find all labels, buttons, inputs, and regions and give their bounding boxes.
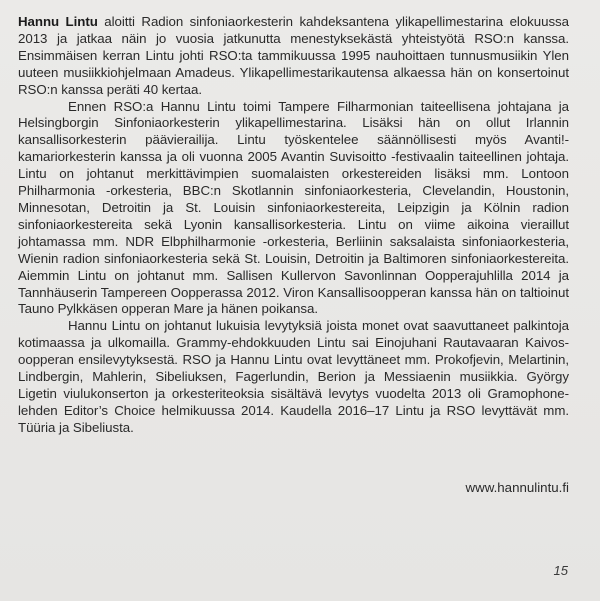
paragraph-2: Ennen RSO:a Hannu Lintu toimi Tampere Filharmonian taiteellisena johtajana ja Helsingborgin Sinfoniaorkesterin ylikapellimestarina. Lisäksi hän on ollut Irlannin kansallisorkesterin päävierailija. Lintu työskentelee säännöllisesti myös Avanti!-kamariorkesterin kanssa ja oli vuonna 2005 Avantin Suvisoitto -festivaalin taiteellinen johtaja. Lintu on johtanut merkittävimpien suomalaisten orkestereiden lisäksi mm. Lontoon Philharmonia -orkesteria, BBC:n Skotlannin sinfoniaorkesteria, Clevelandin, Houstonin, Minnesotan, Detroitin ja St. Louisin sinfoniaorkestereita, Leipzigin ja Kölnin radion sinfoniaorkestereita sekä Lyonin kansallisorkesteria. Lintu on viime aikoina vieraillut johtamassa mm. NDR Elbphilharmonie -orkesteria, Berliinin saksalaista sinfoniaorkesteria, Wienin radion sinfoniaorkesteria sekä St. Louisin, Detroitin ja Baltimoren sinfoniaorkestereita. Aiemmin Lintu on johtanut mm. Sallisen Kullervon Savonlinnan Oopperajuhlilla 2014 ja Tannhäuserin Tampereen Oopperassa 2012. Viron Kansallisoopperan kanssa hän on taltioinut Tauno Pylkkäsen opperan Mare ja hänen poikansa. [18, 98, 569, 317]
paragraph-1-text: aloitti Radion sinfoniaorkesterin kahdeksantena ylikapellimestarina elokuussa 2013 ja jatkaa näin jo vuosia jatkunutta menestyksekästä yhteistyötä RSO:n kanssa. Ensimmäisen kerran Lintu johti RSO:ta tammikuussa 1995 nauhoittaen tunnusmusiikin Ylen uuteen musiikkiohjelmaan Amadeus. Ylikapellimestarikautensa alkaessa hän on konsertoinut RSO:n kanssa peräti 40 kertaa. [18, 14, 569, 97]
biography-text [18, 14, 569, 437]
website-url: www.hannulintu.fi [465, 480, 569, 495]
paragraph-3: Hannu Lintu on johtanut lukuisia levytyksiä joista monet ovat saavuttaneet palkintoja kotimaassa ja ulkomailla. Grammy-ehdokkuuden Lintu sai Einojuhani Rautavaaran Kaivos-oopperan ensilevytyksestä. RSO ja Hannu Lintu ovat levyttäneet mm. Prokofjevin, Melartinin, Lindbergin, Mahlerin, Sibeliuksen, Fagerlundin, Berion ja Messiaenin musiikkia. György Ligetin viulukonserton ja orkesteriteoksia sisältävä levytys vuodelta 2013 oli Gramophone-lehden Editor’s Choice helmikuussa 2014. Kaudella 2016–17 Lintu ja RSO levyttävät mm. Tüüria ja Sibeliusta. [18, 318, 569, 435]
artist-name: Hannu Lintu [18, 14, 98, 29]
page-number: 15 [553, 563, 568, 578]
paragraph-1 [18, 14, 569, 99]
